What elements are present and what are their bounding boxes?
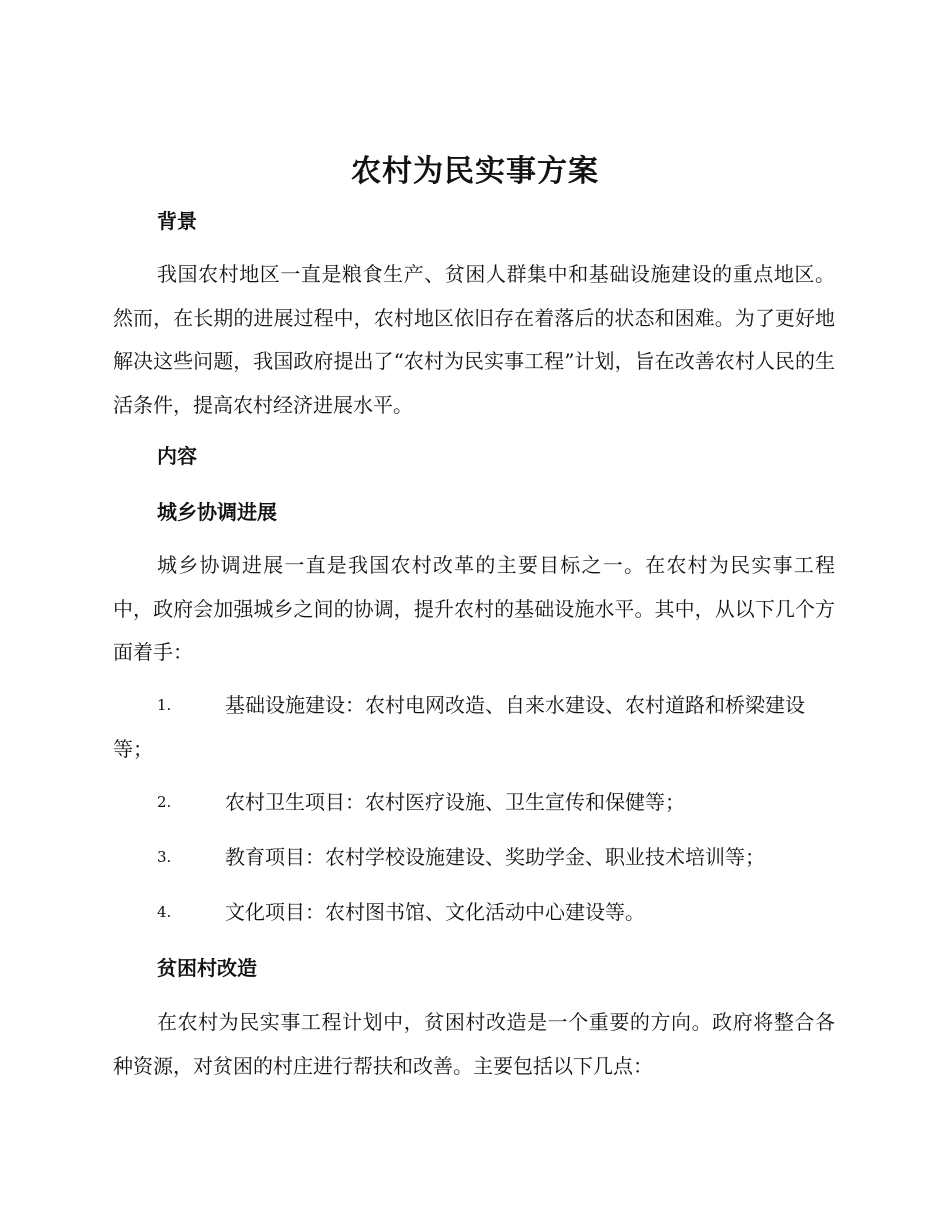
list-text: 文化项目：农村图书馆、文化活动中心建设等。 — [225, 900, 645, 924]
list-item-4 — [113, 891, 835, 935]
section-heading-urban-rural: 城乡协调进展 — [157, 500, 277, 524]
paragraph-urban-rural: 城乡协调进展一直是我国农村改革的主要目标之一。在农村为民实事工程中，政府会加强城乡之间的协调，提升农村的基础设施水平。其中，从以下几个方面着手： — [113, 553, 835, 664]
paragraph-poverty: 在农村为民实事工程计划中，贫困村改造是一个重要的方向。政府将整合各种资源，对贫困的村庄进行帮扶和改善。主要包括以下几点： — [113, 1010, 835, 1078]
list-number: 2. — [157, 793, 172, 811]
section-heading-background: 背景 — [157, 209, 197, 233]
section-heading-content: 内容 — [157, 444, 197, 468]
list-number: 3. — [157, 848, 172, 866]
section-heading-poverty: 贫困村改造 — [157, 956, 257, 980]
list-text: 农村卫生项目：农村医疗设施、卫生宣传和保健等； — [225, 790, 685, 814]
list-item-3 — [113, 836, 835, 880]
list-number: 1. — [157, 696, 172, 714]
document-title: 农村为民实事方案 — [351, 154, 599, 189]
list-number: 4. — [157, 903, 172, 921]
list-item-2 — [113, 781, 835, 825]
paragraph-background: 我国农村地区一直是粮食生产、贫困人群集中和基础设施建设的重点地区。然而，在长期的进展过程中，农村地区依旧存在着落后的状态和困难。为了更好地解决这些问题，我国政府提出了“农村为民实事工程”计划，旨在改善农村人民的生活条件，提高农村经济进展水平。 — [113, 262, 835, 417]
list-item-1 — [113, 684, 835, 771]
list-text: 教育项目：农村学校设施建设、奖助学金、职业技术培训等； — [225, 845, 765, 869]
list-text: 基础设施建设：农村电网改造、自来水建设、农村道路和桥梁建设等； — [113, 693, 805, 761]
